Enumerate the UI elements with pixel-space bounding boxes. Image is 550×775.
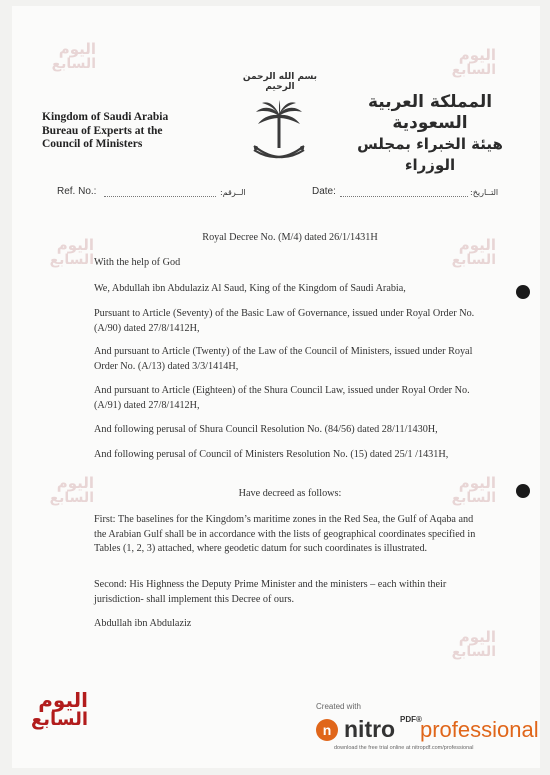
watermark-logo: اليوم السابع xyxy=(451,628,496,660)
nitro-pdf-superscript: PDF® xyxy=(400,715,422,724)
article-second: Second: His Highness the Deputy Prime Minister and the ministers – each within their jurisdiction- shall implement this Decree of ours. xyxy=(94,579,447,605)
nitro-brand: nitro xyxy=(344,716,396,742)
created-with-label: Created with xyxy=(316,702,361,711)
nitro-pdf-stamp xyxy=(312,702,547,762)
paragraph: Pursuant to Article (Seventy) of the Basic Law of Governance, issued under Royal Order No. (A/90) dated 27/8/1412H, xyxy=(94,308,475,334)
paragraph: And following perusal of Council of Ministers Resolution No. (15) dated 25/1 /1431H, xyxy=(94,449,449,460)
nitro-professional: professional xyxy=(420,717,539,742)
watermark-logo: اليوم السابع xyxy=(51,40,96,72)
watermark-logo: اليوم السابع xyxy=(49,236,94,268)
watermark-logo: اليوم السابع xyxy=(49,474,94,506)
paragraph: And following perusal of Shura Council Resolution No. (84/56) dated 28/11/1430H, xyxy=(94,424,438,435)
nitro-download-link[interactable]: download the free trial online at nitropdf.com/professional xyxy=(334,745,474,751)
article-first: First: The baselines for the Kingdom’s maritime zones in the Red Sea, the Gulf of Aqaba and the Arabian Gulf shall be in accordance with the lists of geographical coordinates specified in Tables (1, 2, 3) attached, where geodetic datum for such coordinates is illustrated. xyxy=(94,514,476,554)
punch-hole xyxy=(516,285,530,299)
date-field xyxy=(340,196,468,197)
nitro-logo-icon: n xyxy=(316,719,338,741)
watermark-logo: اليوم السابع xyxy=(451,46,496,78)
paragraph: And pursuant to Article (Eighteen) of the Shura Council Law, issued under Royal Order No. (A/91) dated 27/8/1412H, xyxy=(94,385,470,411)
header-arabic: المملكة العربية السعودية هيئة الخبراء بمجلس الوزراء xyxy=(357,92,503,174)
watermark-logo: اليوم السابع xyxy=(451,474,496,506)
decree-title: Royal Decree No. (M/4) dated 26/1/1431H xyxy=(202,232,378,243)
basmala: بسم الله الرحمن الرحيم xyxy=(242,72,318,92)
date-label-ar: التــاريخ: xyxy=(470,188,499,197)
youm7-logo: اليوم السابع xyxy=(30,688,88,730)
palm-swords-emblem-icon xyxy=(248,100,310,170)
paragraph: With the help of God xyxy=(94,257,181,268)
paragraph: We, Abdullah ibn Abdulaziz Al Saud, King of the Kingdom of Saudi Arabia, xyxy=(94,283,406,294)
ref-no-label: Ref. No.: xyxy=(57,186,97,197)
signature: Abdullah ibn Abdulaziz xyxy=(94,618,192,629)
punch-hole xyxy=(516,484,530,498)
date-label: Date: xyxy=(312,186,336,197)
decreed-heading: Have decreed as follows: xyxy=(238,488,342,499)
header-english: Kingdom of Saudi Arabia Bureau of Experts at the Council of Ministers xyxy=(42,111,169,150)
paragraph: And pursuant to Article (Twenty) of the Law of the Council of Ministers, issued under Royal Order No. (A/13) dated 3/3/1414H, xyxy=(94,346,473,372)
ref-no-field xyxy=(104,196,216,197)
ref-no-label-ar: الــرقم: xyxy=(220,188,246,197)
watermark-logo: اليوم السابع xyxy=(451,236,496,268)
